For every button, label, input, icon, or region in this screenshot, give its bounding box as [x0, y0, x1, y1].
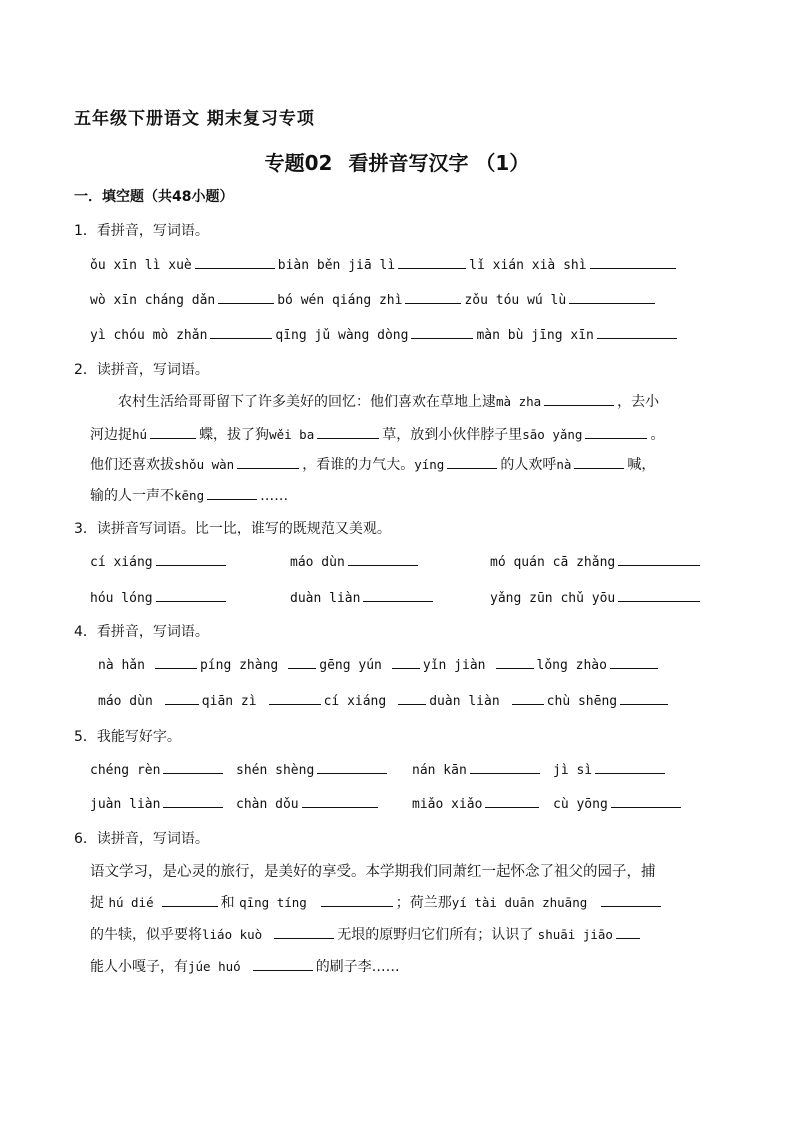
answer-blank[interactable] [348, 553, 418, 566]
answer-blank[interactable] [162, 894, 218, 907]
question-6-label: 6．读拼音，写词语。 [74, 831, 209, 847]
question-3-label: 3．读拼音写词语。比一比，谁写的既规范又美观。 [74, 521, 391, 537]
q6-line-4 [90, 956, 730, 976]
pinyin-item: lǐ xián xià shì [469, 258, 587, 273]
answer-blank[interactable] [574, 456, 624, 469]
pinyin-item: nà [556, 457, 572, 472]
answer-blank[interactable] [210, 326, 272, 339]
answer-blank[interactable] [163, 795, 223, 808]
page-title [0, 147, 794, 176]
answer-blank[interactable] [218, 291, 274, 304]
pinyin-item: chù shēng [546, 694, 618, 709]
q6-line-3 [90, 924, 730, 944]
pinyin-item: shǒu wàn [174, 457, 235, 472]
pinyin-item: zǒu tóu wú lù [464, 293, 567, 308]
text-segment: 捉 [90, 895, 104, 911]
pinyin-item: ǒu xīn lì xuè [90, 258, 192, 273]
answer-blank[interactable] [496, 656, 534, 669]
page-header: 五年级下册语文 期末复习专项 [74, 109, 315, 129]
pinyin-item: miǎo xiǎo [412, 797, 483, 812]
answer-blank[interactable] [269, 692, 321, 705]
pinyin-item: yǎng zūn chǔ yōu [490, 591, 616, 606]
pinyin-item: sāo yǎng [522, 427, 583, 442]
answer-blank[interactable] [150, 426, 196, 439]
q6-line-2 [90, 892, 730, 912]
text-segment: ，去小 [617, 394, 660, 410]
q3-row-1 [0, 553, 794, 571]
pinyin-item: màn bù jīng xīn [476, 328, 594, 343]
answer-blank[interactable] [512, 692, 544, 705]
q2-line-2 [90, 424, 730, 444]
text-segment: …… [260, 488, 289, 504]
title-topic-name: 看拼音写汉字 （1） [348, 151, 530, 175]
q1-row-1 [90, 256, 679, 273]
answer-blank[interactable] [601, 894, 661, 907]
answer-blank[interactable] [155, 656, 197, 669]
pinyin-item: júe huó [188, 959, 241, 974]
pinyin-item: kēng [174, 488, 205, 503]
answer-blank[interactable] [597, 326, 677, 339]
answer-blank[interactable] [544, 393, 614, 406]
pinyin-item: qīng tíng [239, 895, 307, 910]
pinyin-item: máo dùn [98, 694, 153, 709]
answer-blank[interactable] [595, 761, 665, 774]
pinyin-item: mó quán cā zhǎng [490, 555, 616, 570]
answer-blank[interactable] [156, 589, 226, 602]
answer-blank[interactable] [585, 426, 647, 439]
pinyin-item: jì sì [553, 763, 593, 778]
answer-blank[interactable] [317, 761, 387, 774]
pinyin-item: wěi ba [269, 427, 315, 442]
pinyin-item: biàn běn jiā lì [277, 258, 396, 273]
answer-blank[interactable] [618, 589, 700, 602]
answer-blank[interactable] [237, 456, 299, 469]
pinyin-item: cí xiáng [323, 694, 387, 709]
q5-row-1 [0, 761, 794, 779]
pinyin-item: duàn liàn [429, 694, 500, 709]
q4-row-1 [98, 656, 661, 673]
pinyin-item: hú [132, 427, 148, 442]
pinyin-item: nán kān [412, 763, 467, 778]
answer-blank[interactable] [398, 256, 466, 269]
answer-blank[interactable] [317, 426, 379, 439]
pinyin-item: wò xīn cháng dǎn [90, 293, 216, 308]
text-segment: 河边捉 [90, 427, 132, 443]
q2-line-1 [118, 391, 758, 411]
q2-line-3 [90, 454, 730, 474]
text-segment: 的刷子李…… [315, 959, 400, 975]
question-5-label: 5．我能写好字。 [74, 729, 181, 745]
pinyin-item: chéng rèn [90, 763, 161, 778]
q1-row-2 [90, 291, 658, 308]
answer-blank[interactable] [569, 291, 655, 304]
answer-blank[interactable] [618, 553, 700, 566]
q2-line-4 [90, 485, 730, 505]
text-segment: 能人小嘎子，有 [90, 959, 188, 975]
pinyin-item: cù yōng [553, 797, 608, 812]
q6-line-1: 语文学习，是心灵的旅行，是美好的享受。本学期我们同萧红一起怀念了祖父的园子，捕 [90, 864, 656, 880]
q3-row-2 [0, 589, 794, 607]
question-2-label: 2．读拼音，写词语。 [74, 362, 209, 378]
pinyin-item: cí xiáng [90, 555, 153, 570]
text-segment: ，看谁的力气大。 [302, 457, 415, 473]
pinyin-item: liáo kuò [202, 927, 263, 942]
answer-blank[interactable] [610, 656, 658, 669]
q5-row-2 [0, 795, 794, 813]
answer-blank[interactable] [165, 692, 199, 705]
answer-blank[interactable] [302, 795, 378, 808]
pinyin-item: hóu lóng [90, 591, 153, 606]
text-segment: 蝶，拔了狗 [199, 427, 270, 443]
text-segment: 的牛犊，似乎要将 [90, 927, 202, 943]
answer-blank[interactable] [321, 894, 393, 907]
question-1-label: 1．看拼音，写词语。 [74, 223, 209, 239]
pinyin-item: hú dié [108, 895, 154, 910]
answer-blank[interactable] [411, 326, 473, 339]
text-segment: 他们还喜欢拔 [90, 457, 174, 473]
pinyin-item: nà hǎn [98, 658, 145, 673]
answer-blank[interactable] [398, 692, 426, 705]
text-segment: ；荷兰那 [395, 895, 452, 911]
answer-blank[interactable] [590, 256, 676, 269]
text-segment: 无垠的原野归它们所有；认识了 [337, 927, 534, 943]
answer-blank[interactable] [447, 456, 497, 469]
pinyin-item: shén shèng [236, 763, 315, 778]
answer-blank[interactable] [274, 926, 334, 939]
pinyin-item: yì chóu mò zhǎn [90, 328, 208, 343]
text-segment: 输的人一声不 [90, 488, 174, 504]
pinyin-item: yíng [414, 457, 445, 472]
answer-blank[interactable] [163, 761, 223, 774]
section-heading: 一．填空题（共48小题） [74, 189, 234, 205]
answer-blank[interactable] [392, 656, 420, 669]
pinyin-item: chàn dǒu [236, 797, 299, 812]
answer-blank[interactable] [470, 761, 540, 774]
pinyin-item: píng zhàng [199, 658, 279, 673]
text-segment: 农村生活给哥哥留下了许多美好的回忆：他们喜欢在草地上逮 [118, 394, 496, 410]
pinyin-item: juàn liàn [90, 797, 161, 812]
answer-blank[interactable] [405, 291, 461, 304]
pinyin-item: mà zha [496, 394, 542, 409]
pinyin-item: qiān zì [201, 694, 257, 709]
answer-blank[interactable] [485, 795, 539, 808]
answer-blank[interactable] [611, 795, 681, 808]
text-segment: 草，放到小伙伴脖子里 [382, 427, 523, 443]
answer-blank[interactable] [620, 692, 668, 705]
answer-blank[interactable] [288, 656, 316, 669]
answer-blank[interactable] [195, 256, 275, 269]
pinyin-item: yǐn jiàn [422, 658, 486, 673]
answer-blank[interactable] [363, 589, 433, 602]
pinyin-item: máo dùn [290, 555, 345, 570]
pinyin-item: bó wén qiáng zhì [277, 293, 403, 308]
question-4-label: 4．看拼音，写词语。 [74, 624, 209, 640]
pinyin-item: shuāi jiāo [537, 927, 613, 942]
answer-blank[interactable] [253, 958, 313, 971]
pinyin-item: gēng yún [319, 658, 382, 673]
answer-blank[interactable] [207, 487, 257, 500]
title-topic-number: 专题02 [264, 151, 333, 175]
text-segment: 的人欢呼 [500, 457, 557, 473]
answer-blank[interactable] [616, 926, 640, 939]
q1-row-3 [90, 326, 680, 343]
pinyin-item: yí tài duān zhuāng [451, 895, 588, 910]
text-segment: 和 [220, 895, 235, 911]
pinyin-item: qīng jǔ wàng dòng [275, 328, 409, 343]
text-segment: 。 [650, 427, 665, 443]
answer-blank[interactable] [156, 553, 226, 566]
text-segment: 喊， [627, 457, 656, 473]
pinyin-item: duàn liàn [290, 591, 361, 606]
q4-row-2 [98, 692, 671, 709]
pinyin-item: lǒng zhào [536, 658, 607, 673]
